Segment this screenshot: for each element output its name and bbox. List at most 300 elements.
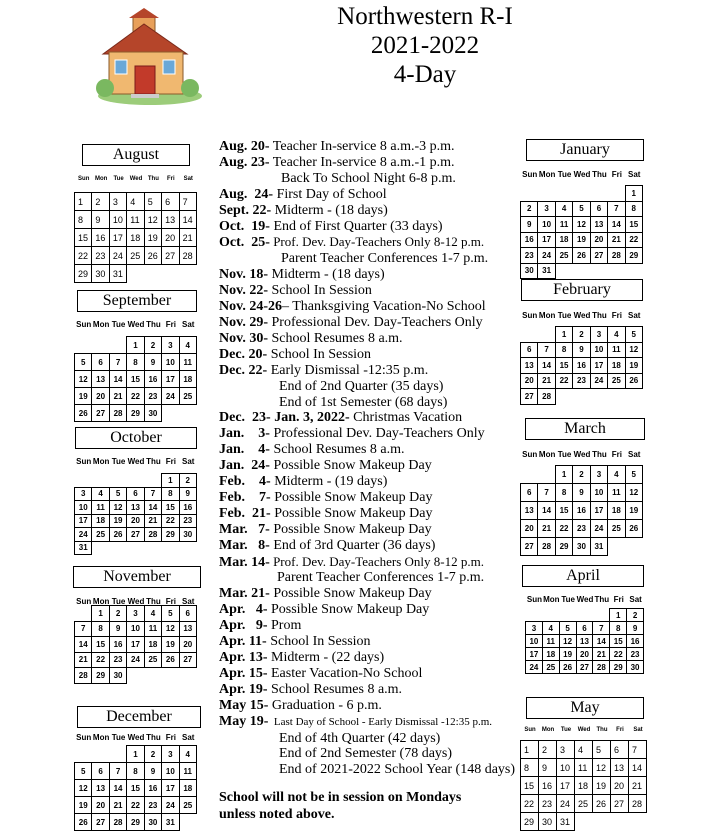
day-cell: 10 [126, 621, 144, 638]
day-cell: 4 [91, 487, 109, 502]
day-cell: 3 [161, 745, 179, 763]
schedule-date: Nov. 18- [219, 267, 268, 283]
month-name-december: December [77, 706, 201, 728]
schedule-date: Nov. 22- [219, 283, 268, 299]
weekday-label: Mon [92, 597, 110, 606]
day-cell: 16 [520, 232, 538, 249]
schedule-item [219, 522, 519, 538]
day-cell: 2 [538, 740, 557, 759]
weekday-label: Sun [76, 597, 92, 606]
day-cell: 17 [109, 228, 127, 247]
weekday-label: Tue [560, 727, 572, 733]
day-grid-february [521, 327, 643, 405]
weekday-label: Tue [111, 597, 126, 606]
empty-cell [559, 608, 577, 622]
schedule-item [219, 682, 519, 698]
schedule-item [219, 331, 519, 347]
day-cell: 15 [91, 636, 109, 653]
day-cell: 6 [590, 201, 608, 218]
schedule-text: School In Session [268, 283, 372, 299]
day-cell: 28 [109, 404, 127, 422]
day-cell: 17 [74, 514, 92, 529]
schedule-text: Midterm - (19 days) [270, 474, 388, 490]
month-name-september: September [77, 290, 197, 312]
schedule-date: May 19- [219, 713, 269, 729]
weekday-label: Thu [594, 595, 610, 604]
empty-cell [74, 336, 92, 354]
day-cell: 10 [590, 342, 608, 359]
schedule-date: Jan. 4- [219, 442, 270, 458]
weekday-label: Tue [111, 733, 126, 742]
day-cell: 16 [91, 228, 109, 247]
day-cell: 28 [537, 388, 555, 405]
day-cell: 16 [179, 500, 197, 515]
day-cell: 6 [126, 487, 144, 502]
schedule-date: Jan. 3- [219, 426, 270, 442]
weekday-label: Thu [146, 457, 161, 466]
day-cell: 6 [520, 483, 538, 502]
day-cell: 31 [590, 537, 608, 556]
day-cell: 1 [555, 326, 573, 343]
day-cell: 11 [144, 621, 162, 638]
day-cell: 13 [91, 779, 109, 797]
schedule-text: End of 2nd Quarter (35 days) [279, 378, 444, 394]
weekday-label: Sat [628, 170, 641, 179]
day-cell: 9 [144, 762, 162, 780]
schedule-text: Graduation - 6 p.m. [268, 697, 382, 713]
empty-cell [520, 465, 538, 484]
day-cell: 13 [126, 500, 144, 515]
day-cell: 29 [625, 247, 643, 264]
month-name-january: January [526, 139, 644, 161]
day-cell: 24 [590, 373, 608, 390]
weekday-label: Mon [92, 457, 110, 466]
footer-note-line-2: unless noted above. [219, 807, 335, 822]
day-cell: 9 [91, 210, 109, 229]
footer-note [219, 789, 461, 823]
day-cell: 1 [126, 745, 144, 763]
day-cell: 21 [537, 373, 555, 390]
day-cell: 5 [625, 465, 643, 484]
day-cell: 5 [572, 201, 590, 218]
empty-cell [590, 185, 608, 202]
day-cell: 10 [109, 210, 127, 229]
day-cell: 11 [542, 634, 560, 648]
day-cell: 23 [109, 652, 127, 669]
day-cell: 14 [592, 634, 610, 648]
weekday-label: Sat [182, 457, 195, 466]
weekday-label: Mon [538, 450, 556, 459]
day-cell: 28 [592, 660, 610, 674]
day-cell: 22 [161, 514, 179, 529]
schedule-item [219, 187, 519, 203]
schedule-item [219, 538, 519, 554]
day-cell: 15 [555, 357, 573, 374]
month-name-march: March [525, 418, 645, 440]
day-cell: 28 [179, 246, 197, 265]
empty-cell [572, 185, 590, 202]
weekday-label: Tue [557, 311, 572, 320]
schedule-item [219, 203, 519, 219]
weekday-label: Mon [541, 727, 555, 733]
schoolhouse-logo [95, 8, 205, 106]
day-cell: 26 [559, 660, 577, 674]
weekday-label: Sun [522, 311, 538, 320]
schedule-text: Midterm - (22 days) [267, 650, 385, 665]
day-cell: 6 [91, 353, 109, 371]
day-cell: 3 [590, 326, 608, 343]
day-cell: 8 [609, 621, 627, 635]
day-cell: 4 [574, 740, 593, 759]
day-cell: 1 [555, 465, 573, 484]
day-cell: 9 [109, 621, 127, 638]
schedule-text: Early Dismissal -12:35 p.m. [267, 362, 429, 378]
day-cell: 9 [572, 483, 590, 502]
day-cell: 22 [91, 652, 109, 669]
schedule-text: Last Day of School - Early Dismissal -12:35 p.m. [268, 715, 493, 728]
day-cell: 1 [625, 185, 643, 202]
day-cell: 17 [161, 779, 179, 797]
day-cell: 23 [179, 514, 197, 529]
day-cell: 30 [144, 813, 162, 831]
day-cell: 26 [109, 527, 127, 542]
day-cell: 18 [555, 232, 573, 249]
day-cell: 3 [161, 336, 179, 354]
day-cell: 8 [625, 201, 643, 218]
day-cell: 21 [592, 647, 610, 661]
day-cell: 2 [179, 473, 197, 488]
day-cell: 9 [538, 758, 557, 777]
weekday-label: Wed [127, 320, 145, 329]
schedule-item [219, 379, 519, 395]
weekday-label: Mon [94, 176, 108, 182]
weekday-label: Sat [628, 311, 641, 320]
schedule-item [219, 746, 519, 762]
day-cell: 6 [576, 621, 594, 635]
schedule-item [219, 395, 519, 411]
weekday-label: Tue [557, 170, 572, 179]
schedule-date: Mar. 21- [219, 586, 270, 602]
empty-cell [74, 473, 92, 488]
day-cell: 31 [109, 264, 127, 283]
schedule-date: Aug. 20- [219, 139, 270, 154]
schedule-text: End of 3rd Quarter (36 days) [269, 537, 436, 553]
weekday-label: Tue [113, 176, 124, 182]
day-grid-november [75, 606, 197, 684]
day-cell: 19 [625, 357, 643, 374]
schedule-date: Nov. 29- [219, 314, 268, 330]
day-cell: 26 [161, 652, 179, 669]
day-cell: 8 [91, 621, 109, 638]
day-cell: 15 [161, 500, 179, 515]
day-cell: 15 [555, 501, 573, 520]
weekday-label: Mon [92, 320, 110, 329]
day-cell: 29 [74, 264, 92, 283]
day-cell: 22 [555, 373, 573, 390]
day-cell: 16 [572, 501, 590, 520]
day-cell: 27 [179, 652, 197, 669]
day-cell: 7 [537, 342, 555, 359]
day-cell: 24 [590, 519, 608, 538]
day-cell: 11 [91, 500, 109, 515]
month-name-february: February [521, 279, 643, 301]
day-cell: 19 [74, 796, 92, 814]
schedule-item [219, 426, 519, 442]
day-cell: 5 [74, 353, 92, 371]
schedule-text: Christmas Vacation [349, 410, 463, 426]
schedule-item [219, 650, 519, 666]
schedule-item [219, 347, 519, 363]
day-cell: 20 [161, 228, 179, 247]
weekday-label: Sat [183, 176, 193, 182]
month-name-august: August [82, 144, 190, 166]
day-cell: 19 [625, 501, 643, 520]
day-cell: 15 [126, 370, 144, 388]
schedule-date: May 15- [219, 697, 269, 713]
day-cell: 29 [520, 812, 539, 831]
day-cell: 1 [91, 605, 109, 622]
day-cell: 5 [144, 192, 162, 211]
day-cell: 22 [126, 387, 144, 405]
weekday-label: Fri [611, 170, 622, 179]
day-cell: 16 [572, 357, 590, 374]
schedule-text: End of 2nd Semester (78 days) [279, 746, 453, 762]
day-cell: 12 [144, 210, 162, 229]
schedule-date: Apr. 15- [219, 665, 268, 681]
day-cell: 17 [525, 647, 543, 661]
day-cell: 5 [625, 326, 643, 343]
schedule-item [219, 442, 519, 458]
schedule-text: Midterm - (18 days) [268, 267, 385, 283]
day-cell: 4 [179, 745, 197, 763]
day-cell: 18 [542, 647, 560, 661]
day-cell: 16 [144, 370, 162, 388]
day-cell: 12 [74, 779, 92, 797]
day-cell: 6 [161, 192, 179, 211]
day-cell: 19 [144, 228, 162, 247]
schedule-item [219, 474, 519, 490]
schedule-date: Dec. 23- Jan. 3, 2022- [219, 410, 350, 426]
day-cell: 13 [520, 357, 538, 374]
empty-cell [607, 185, 625, 202]
schedule-date: Apr. 13- [219, 650, 268, 665]
schedule-text: – Thanksgiving Vacation-No School [282, 299, 486, 315]
schedule-text: Professional Dev. Day-Teachers Only [268, 314, 483, 330]
schedule-item [219, 586, 519, 602]
day-cell: 21 [628, 776, 647, 795]
day-cell: 19 [109, 514, 127, 529]
day-cell: 3 [525, 621, 543, 635]
day-cell: 3 [590, 465, 608, 484]
weekday-label: Mon [538, 311, 556, 320]
empty-cell [126, 473, 144, 488]
schedule-item [219, 234, 519, 251]
day-cell: 18 [607, 501, 625, 520]
weekday-label: Fri [165, 320, 176, 329]
day-cell: 11 [179, 353, 197, 371]
schedule-text: Teacher In-service 8 a.m.-1 p.m. [269, 154, 455, 170]
schedule-date: Feb. 21- [219, 505, 271, 521]
schedule-text: Back To School Night 6-8 p.m. [281, 170, 456, 186]
day-grid-may [521, 741, 647, 831]
schedule-item [219, 458, 519, 474]
weekday-label: Fri [611, 311, 622, 320]
schedule-date: Feb. 4- [219, 474, 271, 490]
schedule-date: Dec. 22- [219, 362, 268, 378]
day-cell: 24 [74, 527, 92, 542]
day-cell: 14 [179, 210, 197, 229]
day-cell: 8 [74, 210, 92, 229]
weekday-label: Fri [165, 597, 176, 606]
day-cell: 21 [109, 387, 127, 405]
day-cell: 14 [628, 758, 647, 777]
weekday-header-may [521, 727, 647, 733]
day-cell: 22 [74, 246, 92, 265]
weekday-label: Fri [166, 176, 175, 182]
weekday-label: Tue [111, 320, 126, 329]
day-cell: 23 [91, 246, 109, 265]
day-cell: 31 [74, 541, 92, 556]
empty-cell [592, 608, 610, 622]
weekday-header-april [526, 595, 644, 604]
day-cell: 23 [572, 373, 590, 390]
schedule-item [219, 363, 519, 379]
day-cell: 5 [109, 487, 127, 502]
day-cell: 26 [625, 373, 643, 390]
day-cell: 3 [537, 201, 555, 218]
schedule-text: First Day of School [273, 186, 387, 202]
weekday-label: Sat [182, 320, 195, 329]
schedule-date: Mar. 14- [219, 554, 270, 570]
day-cell: 7 [74, 621, 92, 638]
weekday-label: Thu [147, 176, 159, 182]
day-cell: 24 [161, 796, 179, 814]
day-cell: 17 [161, 370, 179, 388]
day-cell: 9 [144, 353, 162, 371]
day-cell: 10 [525, 634, 543, 648]
day-cell: 11 [126, 210, 144, 229]
day-cell: 11 [607, 483, 625, 502]
weekday-label: Mon [92, 733, 110, 742]
schedule-date: Jan. 24- [219, 458, 270, 474]
weekday-header-september [75, 320, 197, 329]
schedule-text: School Resumes 8 a.m. [269, 442, 405, 458]
day-cell: 29 [161, 527, 179, 542]
day-cell: 21 [74, 652, 92, 669]
schedule-date: Sept. 22- [219, 202, 272, 218]
schedule-item [219, 666, 519, 682]
day-cell: 27 [590, 247, 608, 264]
day-cell: 29 [555, 537, 573, 556]
day-grid-april [526, 609, 644, 674]
day-cell: 10 [590, 483, 608, 502]
day-cell: 18 [607, 357, 625, 374]
weekday-label: Sat [182, 597, 195, 606]
schedule-text: Possible Snow Makeup Day [267, 602, 430, 618]
day-cell: 2 [626, 608, 644, 622]
day-cell: 2 [109, 605, 127, 622]
schedule-text: End of 4th Quarter (42 days) [279, 730, 441, 746]
day-cell: 17 [556, 776, 575, 795]
schedule-text: Midterm - (18 days) [271, 202, 388, 218]
day-cell: 22 [625, 232, 643, 249]
schedule-date: Mar. 7- [219, 521, 270, 537]
day-cell: 12 [559, 634, 577, 648]
day-cell: 20 [126, 514, 144, 529]
schedule-date: Nov. 24-26 [219, 299, 282, 315]
day-cell: 5 [592, 740, 611, 759]
empty-cell [555, 185, 573, 202]
day-cell: 2 [520, 201, 538, 218]
weekday-label: Wed [127, 733, 145, 742]
weekday-label: Sat [633, 727, 643, 733]
day-cell: 14 [144, 500, 162, 515]
day-cell: 29 [91, 667, 109, 684]
month-name-november: November [73, 566, 201, 588]
footer-note-line-1: School will not be in session on Mondays [219, 790, 462, 805]
day-cell: 20 [91, 796, 109, 814]
day-cell: 3 [126, 605, 144, 622]
empty-cell [525, 608, 543, 622]
day-cell: 25 [607, 373, 625, 390]
day-cell: 27 [520, 388, 538, 405]
weekday-label: Sat [182, 733, 195, 742]
schedule-date: Aug. 24- [219, 186, 274, 202]
day-cell: 17 [537, 232, 555, 249]
empty-cell [576, 608, 594, 622]
day-cell: 13 [576, 634, 594, 648]
weekday-label: Sun [522, 450, 538, 459]
day-cell: 3 [74, 487, 92, 502]
day-cell: 25 [179, 387, 197, 405]
day-cell: 5 [161, 605, 179, 622]
weekday-header-august [75, 176, 197, 182]
weekday-label: Mon [538, 170, 556, 179]
day-cell: 1 [161, 473, 179, 488]
empty-cell [537, 326, 555, 343]
day-cell: 9 [179, 487, 197, 502]
day-cell: 28 [628, 794, 647, 813]
day-cell: 29 [126, 813, 144, 831]
day-grid-october [75, 474, 197, 555]
schedule-date: Dec. 20- [219, 346, 268, 362]
day-cell: 20 [520, 373, 538, 390]
day-cell: 14 [109, 779, 127, 797]
schedule-item [219, 634, 519, 650]
day-cell: 13 [520, 501, 538, 520]
day-cell: 7 [109, 762, 127, 780]
day-grid-august [75, 193, 197, 283]
day-cell: 8 [555, 342, 573, 359]
day-cell: 4 [607, 326, 625, 343]
schedule-text: Possible Snow Makeup Day [269, 458, 432, 474]
day-cell: 21 [109, 796, 127, 814]
schedule-item [219, 762, 519, 778]
empty-cell [91, 336, 109, 354]
day-cell: 31 [537, 263, 555, 280]
day-cell: 7 [109, 353, 127, 371]
schedule-item [219, 731, 519, 747]
day-cell: 31 [556, 812, 575, 831]
day-cell: 21 [607, 232, 625, 249]
schedule-item [219, 506, 519, 522]
day-cell: 29 [609, 660, 627, 674]
empty-cell [109, 336, 127, 354]
day-cell: 18 [179, 779, 197, 797]
schedule-item [219, 283, 519, 299]
schedule-item [219, 618, 519, 634]
day-cell: 24 [126, 652, 144, 669]
